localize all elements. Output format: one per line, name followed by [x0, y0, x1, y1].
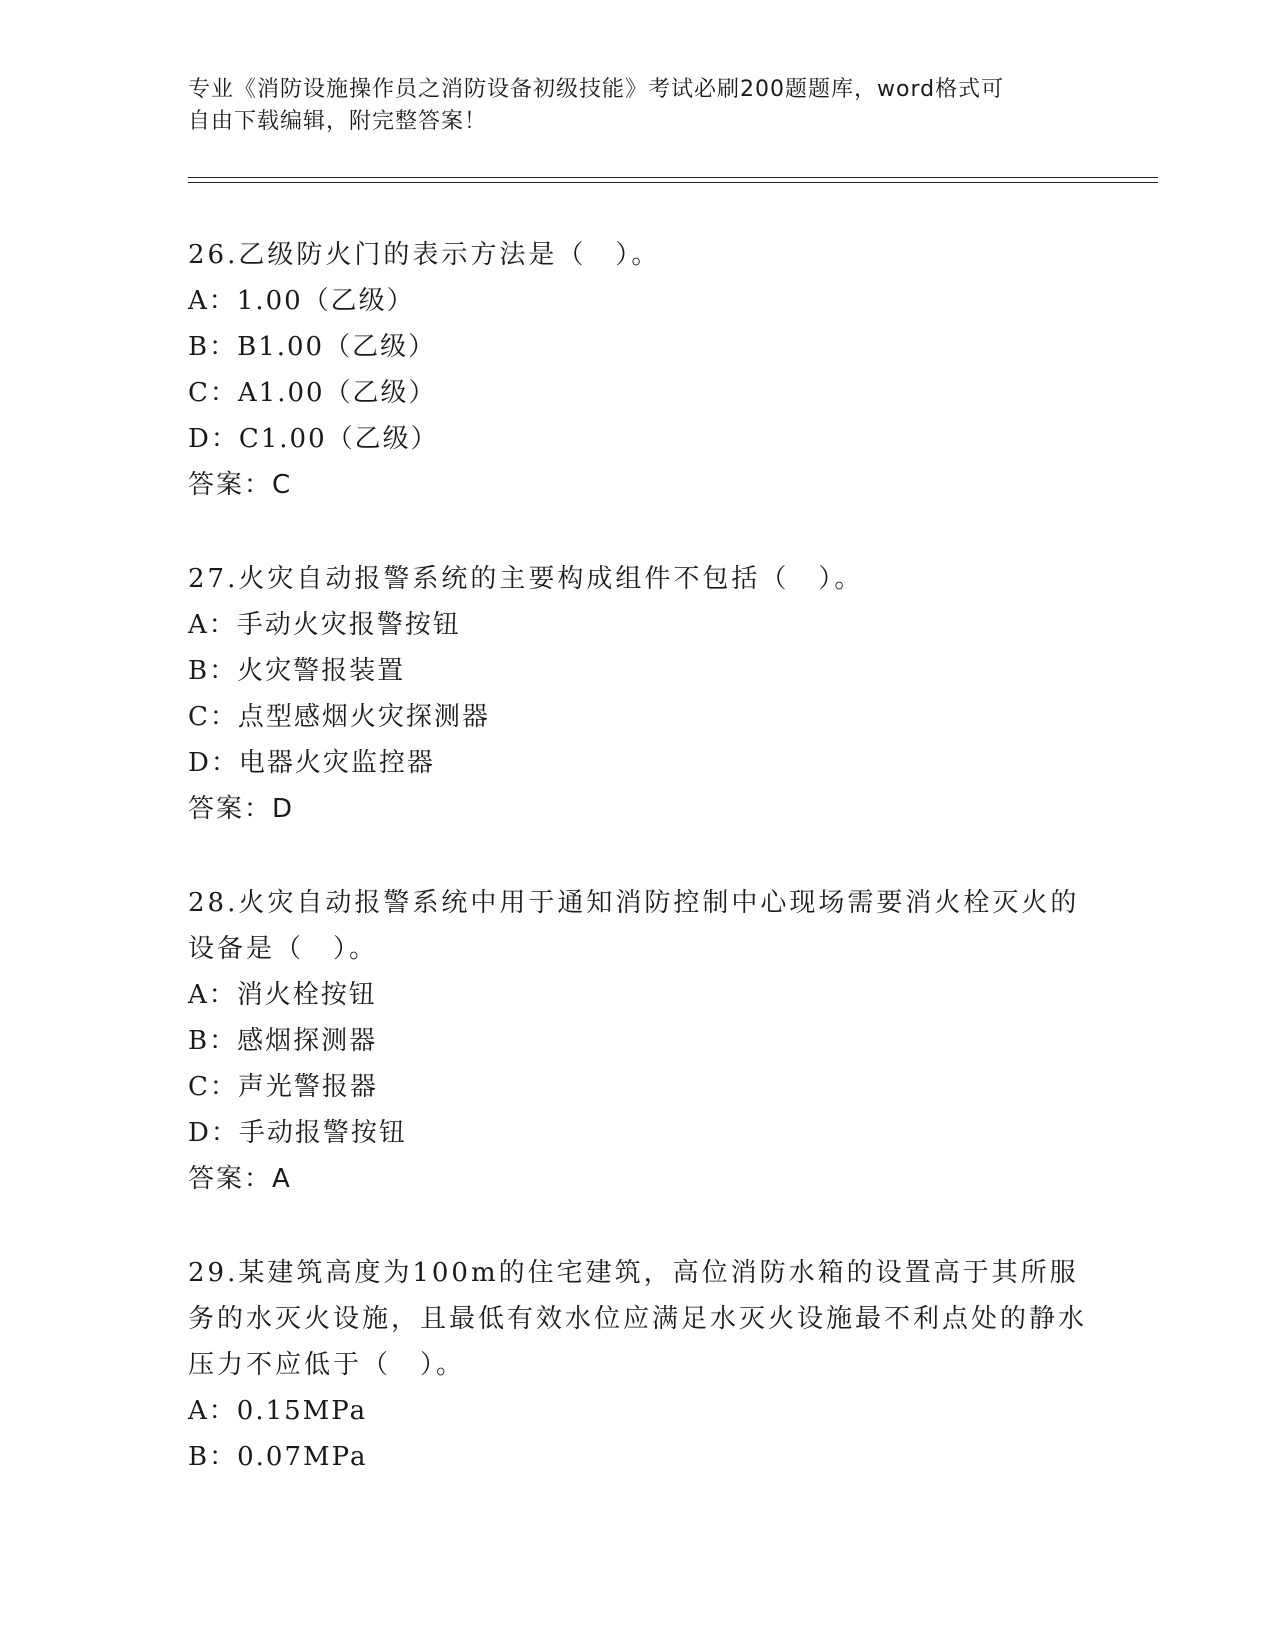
question-27 — [188, 556, 1088, 832]
option-b: B：感烟探测器 — [188, 1026, 378, 1056]
answer-line: 答案：D — [188, 794, 295, 824]
question-text: 28.火灾自动报警系统中用于通知消防控制中心现场需要消火栓灭火的设备是（ ）。 — [188, 888, 1080, 964]
option-a: A：消火栓按钮 — [188, 980, 377, 1010]
question-26 — [188, 232, 1088, 508]
header-line-1: 专业《消防设施操作员之消防设备初级技能》考试必刷200题题库，word格式可 — [188, 77, 1005, 102]
question-text: 27.火灾自动报警系统的主要构成组件不包括（ ）。 — [188, 564, 864, 594]
option-b: B：0.07MPa — [188, 1442, 368, 1472]
question-28 — [188, 880, 1088, 1202]
option-b: B：火灾警报装置 — [188, 656, 406, 686]
header-line-2: 自由下载编辑，附完整答案！ — [188, 109, 488, 134]
option-d: D：手动报警按钮 — [188, 1118, 407, 1148]
option-c: C：A1.00（乙级） — [188, 378, 437, 408]
option-d: D：电器火灾监控器 — [188, 748, 435, 778]
option-a: A：手动火灾报警按钮 — [188, 610, 461, 640]
header-divider-bottom — [188, 182, 1158, 183]
option-a: A：0.15MPa — [188, 1396, 368, 1426]
header-divider-top — [188, 177, 1158, 178]
option-c: C：声光警报器 — [188, 1072, 378, 1102]
option-a: A：1.00（乙级） — [188, 286, 415, 316]
option-d: D：C1.00（乙级） — [188, 424, 439, 454]
option-c: C：点型感烟火灾探测器 — [188, 702, 490, 732]
answer-line: 答案：A — [188, 1164, 292, 1194]
option-b: B：B1.00（乙级） — [188, 332, 437, 362]
answer-line: 答案：C — [188, 470, 293, 500]
document-header — [188, 74, 1068, 138]
question-text: 29.某建筑高度为100m的住宅建筑，高位消防水箱的设置高于其所服务的水灭火设施，且最低有效水位应满足水灭火设施最不利点处的静水压力不应低于（ ）。 — [188, 1258, 1088, 1380]
question-list — [188, 232, 1088, 1528]
question-text: 26.乙级防火门的表示方法是（ ）。 — [188, 240, 661, 270]
question-29 — [188, 1250, 1088, 1480]
